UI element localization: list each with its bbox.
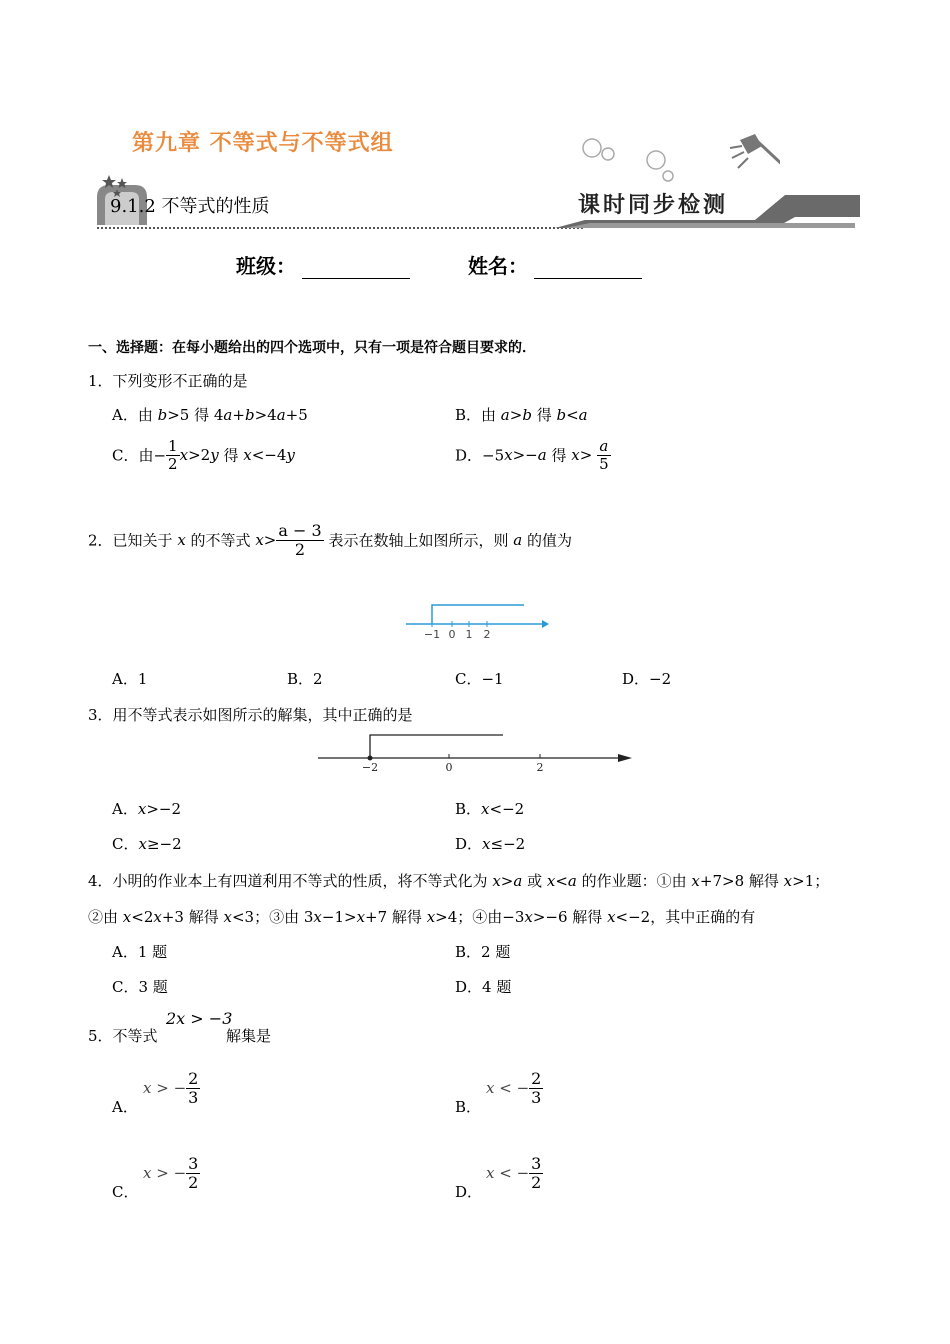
part-heading: 一、选择题：在每小题给出的四个选项中，只有一项是符合题目要求的． xyxy=(88,340,536,356)
q2-number-line xyxy=(404,600,549,644)
q1-option-a: A．由 b>5 得 4a+b>4a+5 xyxy=(112,406,308,424)
q1-option-d: D．−5x>−a 得 x> $\frac{a}{5}$ xyxy=(455,437,609,473)
q4-stem-line1: 4．小明的作业本上有四道利用不等式的性质，将不等式化为 x>a 或 x<a 的作业题：①由 x+7>8 解得 x>1； xyxy=(88,872,830,890)
lamp-decoration xyxy=(580,128,780,188)
tick-label: −2 xyxy=(361,761,379,774)
class-blank[interactable] xyxy=(302,260,410,279)
q3-option-d: D．x≤−2 xyxy=(455,835,526,853)
q5-stem-pre: 5．不等式 xyxy=(88,1027,158,1045)
arrow-icon xyxy=(542,620,549,628)
name-field xyxy=(468,250,642,279)
q5-expression: 2x > −3 xyxy=(166,1009,233,1028)
q2-option-a: A．1 xyxy=(112,670,148,688)
section-title: 9.1.2 不等式的性质 xyxy=(110,196,270,217)
fraction: $\frac{1}{2}$ xyxy=(168,437,178,473)
class-field xyxy=(236,250,410,279)
q4-option-a: A．1 题 xyxy=(112,943,168,961)
q3-option-b: B．x<−2 xyxy=(455,800,525,818)
q4-stem-line2: ②由 x<2x+3 解得 x<3；③由 3x−1>x+7 解得 x>4；④由−3x>−6 解得 x<−2，其中正确的有 xyxy=(88,908,756,926)
q4-option-c: C．3 题 xyxy=(112,978,168,996)
q5-option-d-label: D． xyxy=(455,1183,483,1201)
q2-option-d: D．−2 xyxy=(622,670,672,688)
arrow-icon xyxy=(618,754,632,762)
chapter-title: 第九章 不等式与不等式组 xyxy=(132,131,394,156)
class-label: 班级： xyxy=(236,254,296,278)
q5-option-c-label: C． xyxy=(112,1183,139,1201)
q2-option-b: B．2 xyxy=(287,670,323,688)
q1-option-c: C．由− $\frac{1}{2}$ x>2y 得 x<−4y xyxy=(112,437,295,473)
q3-option-a: A．x>−2 xyxy=(112,800,181,818)
q5-option-b: x < − $\frac{2}{3}$ xyxy=(486,1069,542,1107)
brand-text: 课时同步检测 xyxy=(578,192,729,218)
solution-ray xyxy=(370,735,503,758)
q3-number-line xyxy=(316,728,634,774)
fraction: $\frac{a - 3}{2}$ xyxy=(278,521,322,559)
q3-option-c: C．x≥−2 xyxy=(112,835,182,853)
q5-stem-post: 解集是 xyxy=(226,1027,272,1045)
q5-option-c: x > − $\frac{3}{2}$ xyxy=(143,1154,199,1192)
name-blank[interactable] xyxy=(534,260,642,279)
q5-option-a-label: A． xyxy=(112,1098,138,1116)
q1-option-b: B．由 a>b 得 b<a xyxy=(455,406,588,424)
fraction: $\frac{3}{2}$ xyxy=(531,1154,542,1192)
tick-label: 1 xyxy=(465,628,473,641)
q1-stem: 1．下列变形不正确的是 xyxy=(88,372,248,390)
q5-option-b-label: B． xyxy=(455,1098,482,1116)
tick-label: 2 xyxy=(483,628,491,641)
tick-label: 2 xyxy=(536,761,544,774)
tick-label: 0 xyxy=(445,761,453,774)
solution-ray xyxy=(432,605,524,624)
q2-option-c: C．−1 xyxy=(455,670,504,688)
fraction: $\frac{2}{3}$ xyxy=(188,1069,199,1107)
fraction: $\frac{a}{5}$ xyxy=(599,437,609,473)
q4-option-b: B．2 题 xyxy=(455,943,511,961)
q5-option-d: x < − $\frac{3}{2}$ xyxy=(486,1154,542,1192)
q4-option-d: D．4 题 xyxy=(455,978,512,996)
q3-stem: 3．用不等式表示如图所示的解集，其中正确的是 xyxy=(88,706,413,724)
name-label: 姓名： xyxy=(468,254,528,278)
tick-label: 0 xyxy=(448,628,456,641)
fraction: $\frac{3}{2}$ xyxy=(188,1154,199,1192)
tick-label: −1 xyxy=(423,628,441,641)
solid-dot xyxy=(368,756,373,761)
q2-stem: 2．已知关于 x 的不等式 x> $\frac{a - 3}{2}$ 表示在数轴上如图所示，则 a 的值为 xyxy=(88,521,572,559)
q5-option-a: x > − $\frac{2}{3}$ xyxy=(143,1069,199,1107)
fraction: $\frac{2}{3}$ xyxy=(531,1069,542,1107)
